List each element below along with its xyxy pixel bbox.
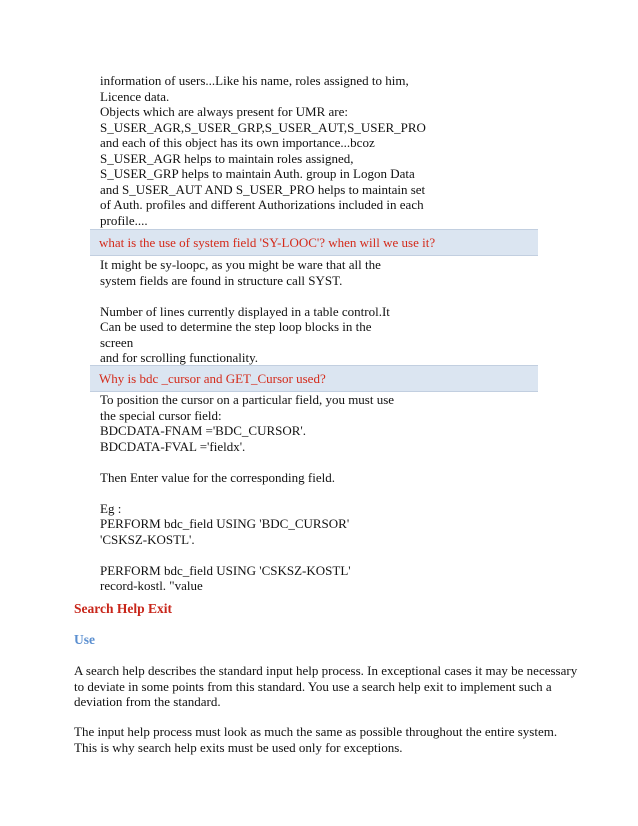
text-line: Eg : [100,500,122,516]
text-line: To position the cursor on a particular field, you must use [100,392,395,407]
text-line: Number of lines currently displayed in a table control.It [100,303,390,319]
text-line: information of users...Like his name, roles assigned to him, [100,73,409,88]
text-line [100,485,490,501]
text-line: and each of this object has its own importance...bcoz [100,135,375,150]
text-line: and for scrolling functionality. [100,350,259,365]
text-line: screen [100,334,134,350]
text-line: BDCDATA-FVAL ='fieldx'. [100,438,246,454]
subsection-title: Use [74,632,95,647]
answer-block-3 [100,392,490,594]
answer-block-1 [100,73,490,228]
text-line: record-kostl. "value [100,578,203,593]
paragraph-2 [74,724,574,755]
text-line: the special cursor field: [100,407,222,423]
text-line: PERFORM bdc_field USING 'CSKSZ-KOSTL' [100,562,351,578]
text-line: Licence data. [100,88,170,104]
text-line: A search help describes the standard input help process. In exceptional cases it may be necessary [74,663,578,678]
text-line: profile.... [100,212,148,228]
text-line: deviation from the standard. [74,694,221,709]
question-bar-2 [90,365,538,392]
section-title: Search Help Exit [74,601,173,616]
text-line: of Auth. profiles and different Authorizations included in each [100,197,424,212]
answer-block-2 [100,257,490,366]
text-line: Then Enter value for the corresponding field. [100,469,335,485]
paragraph-1 [74,663,578,710]
text-line: S_USER_AGR,S_USER_GRP,S_USER_AUT,S_USER_PRO [100,119,426,135]
question-text: Why is bdc _cursor and GET_Cursor used? [99,371,326,386]
text-line: Objects which are always present for UMR are: [100,104,348,119]
text-line: S_USER_GRP helps to maintain Auth. group in Logon Data [100,166,415,181]
text-line: It might be sy-loopc, as you might be ware that all the [100,257,381,272]
text-line: S_USER_AGR helps to maintain roles assigned, [100,150,354,166]
text-line: and S_USER_AUT AND S_USER_PRO helps to maintain set [100,181,426,197]
question-bar-1 [90,229,538,256]
text-line: Can be used to determine the step loop blocks in the [100,319,372,334]
text-line: system fields are found in structure call SYST. [100,272,343,288]
text-line: PERFORM bdc_field USING 'BDC_CURSOR' [100,516,350,531]
text-line: 'CSKSZ-KOSTL'. [100,531,195,547]
text-line [100,454,490,470]
text-line: to deviate in some points from this standard. You use a search help exit to implement such a [74,678,552,694]
question-text: what is the use of system field 'SY-LOOC'? when will we use it? [99,235,436,250]
text-line [100,288,490,304]
text-line: The input help process must look as much the same as possible throughout the entire system. [74,724,558,739]
text-line [100,547,490,563]
text-line: BDCDATA-FNAM ='BDC_CURSOR'. [100,423,307,438]
text-line: This is why search help exits must be used only for exceptions. [74,739,403,755]
